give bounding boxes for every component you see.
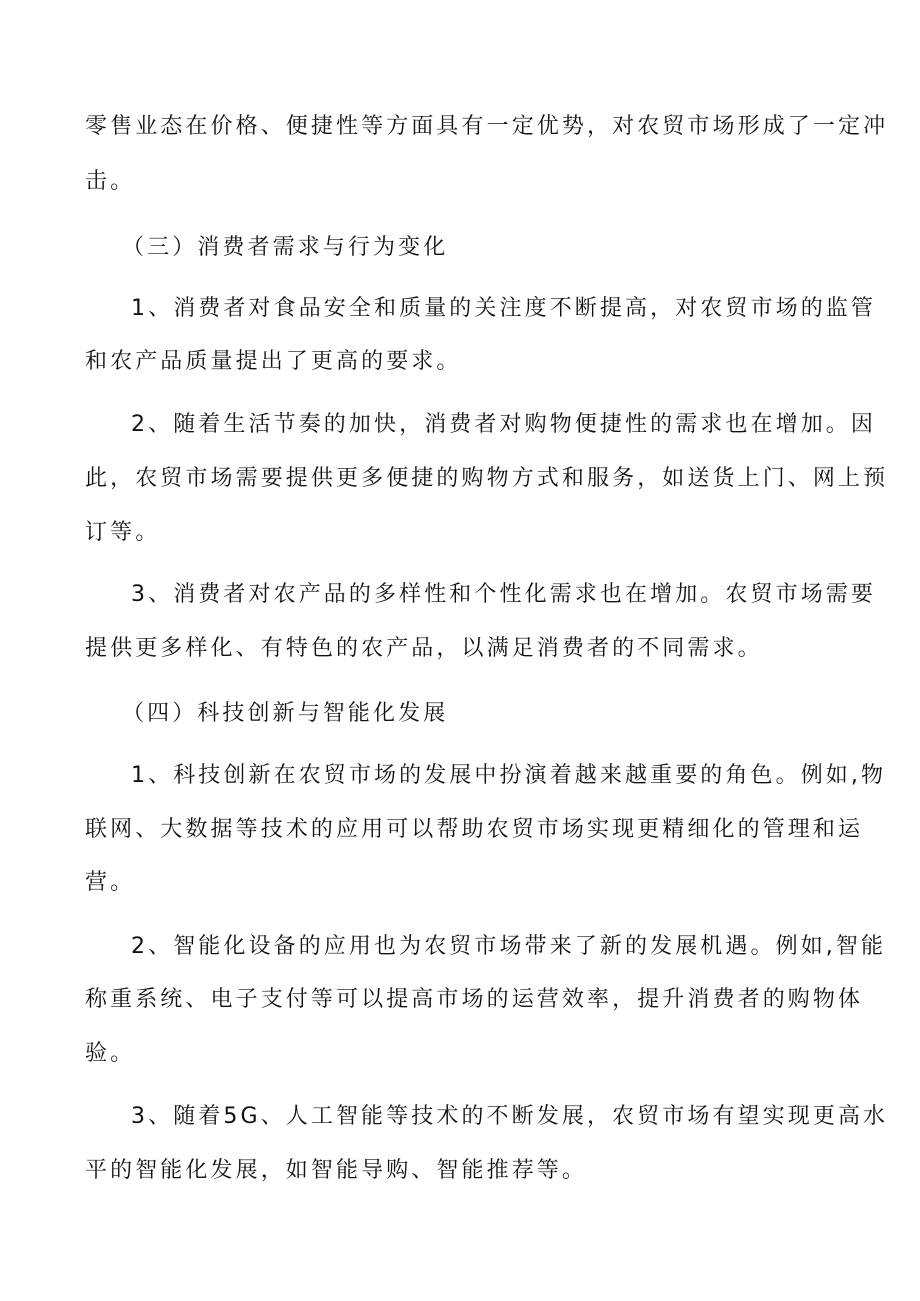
paragraph-line: 击。 xyxy=(85,169,136,194)
section-heading: （三）消费者需求与行为变化 xyxy=(122,235,449,260)
paragraph-line: 提供更多样化、有特色的农产品，以满足消费者的不同需求。 xyxy=(85,636,763,661)
paragraph-line: 联网、大数据等技术的应用可以帮助农贸市场实现更精细化的管理和运 xyxy=(85,817,864,842)
section-heading: （四）科技创新与智能化发展 xyxy=(122,701,449,726)
paragraph-line: 此，农贸市场需要提供更多便捷的购物方式和服务，如送货上门、网上预 xyxy=(85,466,889,491)
paragraph-line: 1、科技创新在农贸市场的发展中扮演着越来越重要的角色。例如,物 xyxy=(131,763,887,788)
paragraph-line: 验。 xyxy=(85,1041,136,1066)
paragraph-line: 1、消费者对食品安全和质量的关注度不断提高，对农贸市场的监管 xyxy=(131,296,876,321)
paragraph-line: 和农产品质量提出了更高的要求。 xyxy=(85,349,462,374)
paragraph-line: 平的智能化发展，如智能导购、智能推荐等。 xyxy=(85,1158,588,1183)
paragraph-line: 3、随着5G、人工智能等技术的不断发展，农贸市场有望实现更高水 xyxy=(131,1104,889,1129)
paragraph-line: 2、智能化设备的应用也为农贸市场带来了新的发展机遇。例如,智能 xyxy=(131,934,887,959)
paragraph-line: 称重系统、电子支付等可以提高市场的运营效率，提升消费者的购物体 xyxy=(85,987,864,1012)
paragraph-line: 订等。 xyxy=(85,520,161,545)
paragraph-line: 零售业态在价格、便捷性等方面具有一定优势，对农贸市场形成了一定冲 xyxy=(85,114,889,139)
paragraph-line: 2、随着生活节奏的加快，消费者对购物便捷性的需求也在增加。因 xyxy=(131,412,876,437)
paragraph-line: 营。 xyxy=(85,870,136,895)
paragraph-line: 3、消费者对农产品的多样性和个性化需求也在增加。农贸市场需要 xyxy=(131,582,876,607)
